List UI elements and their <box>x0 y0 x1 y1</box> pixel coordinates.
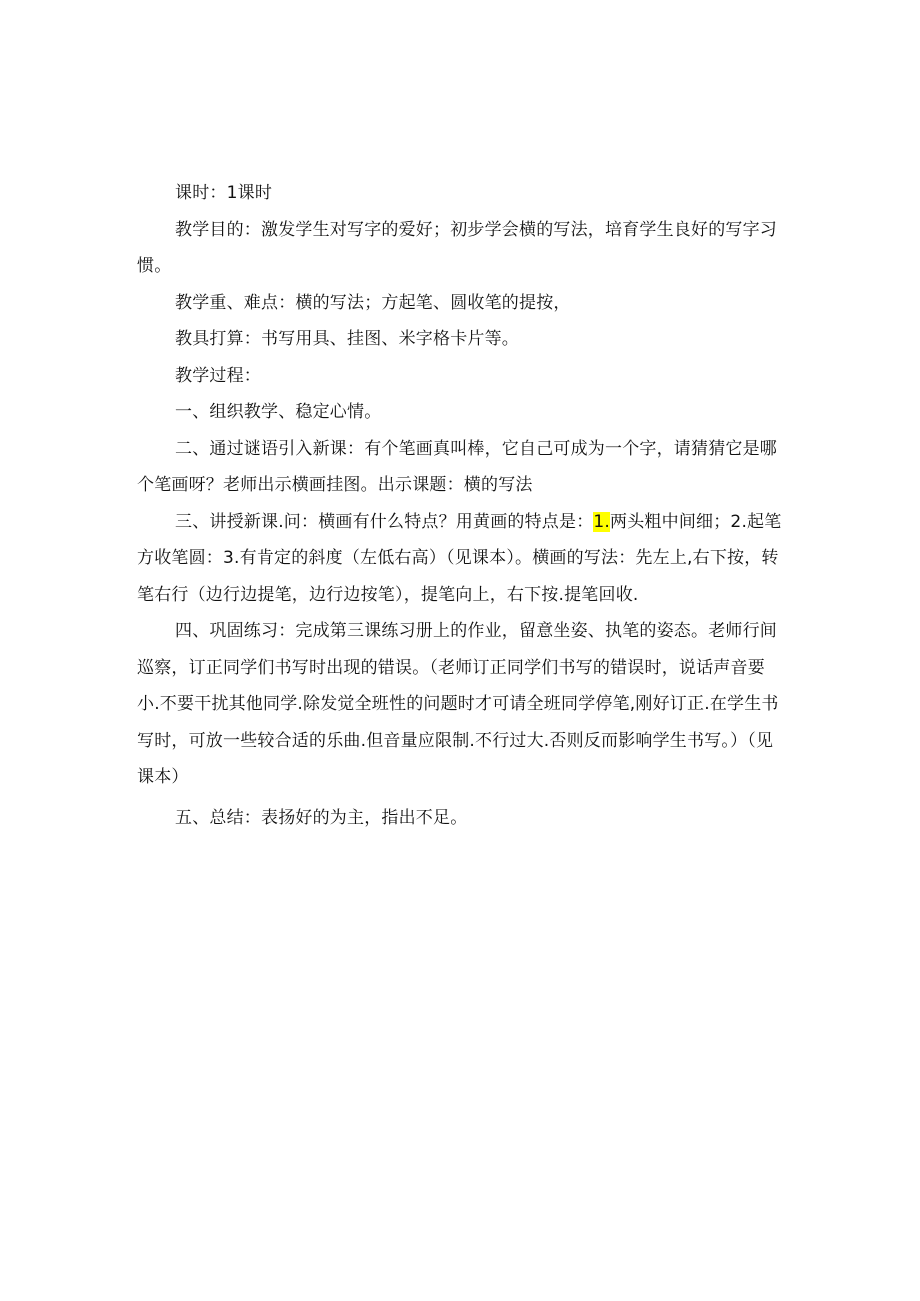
paragraph-step-five: 五、总结：表扬好的为主，指出不足。 <box>175 807 468 828</box>
paragraph-teaching-goal: 教学目的：激发学生对写字的爱好；初步学会横的写法，培育学生良好的写字习惯。 <box>137 219 777 276</box>
paragraph-process-heading: 教学过程： <box>175 365 261 386</box>
paragraph-step-four: 四、巩固练习：完成第三课练习册上的作业，留意坐姿、执笔的姿态。老师行间巡察，订正同学们书写时出现的错误。（老师订正同学们书写的错误时，说话声音要小.不要干扰其他同学.除发觉全班性的问题时才可请全班同学停笔,刚好订正.在学生书写时，可放一些较合适的乐曲.但音量应限制.不行过大.否则反而影响学生书写。）（见课本） <box>137 621 779 787</box>
paragraph-lesson-time: 课时：1课时 <box>175 183 273 203</box>
step-three-text-before: 三、讲授新课.问：横画有什么特点？用黄画的特点是： <box>175 511 594 532</box>
paragraph-key-points: 教学重、难点：横的写法；方起笔、圆收笔的提按， <box>175 292 571 313</box>
step-three-text-after: 两头粗中间细；2.起笔方收笔圆：3.有肯定的斜度（左低右高）（见课本）。横画的写法：先左上,右下按，转笔右行（边行边提笔，边行边按笔），提笔向上，右下按.提笔回收. <box>137 511 782 605</box>
paragraph-step-one: 一、组织教学、稳定心情。 <box>175 402 382 422</box>
paragraph-step-three <box>137 504 783 614</box>
paragraph-step-two: 二、通过谜语引入新课：有个笔画真叫棒，它自己可成为一个字，请猜猜它是哪个笔画呀？老师出示横画挂图。出示课题：横的写法 <box>137 438 777 495</box>
document-body <box>137 175 783 836</box>
highlighted-text: 1. <box>593 511 611 532</box>
paragraph-teaching-aids: 教具打算：书写用具、挂图、米字格卡片等。 <box>175 329 519 349</box>
